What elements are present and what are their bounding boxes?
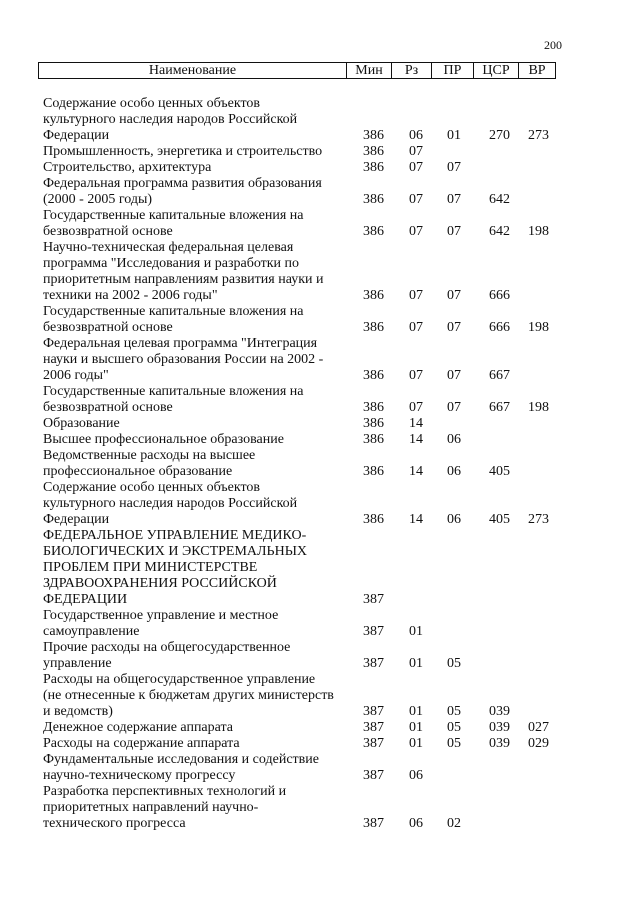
row-code-csr: 039	[489, 736, 510, 751]
row-code-min: 387	[363, 592, 384, 607]
row-name-line: (не отнесенные к бюджетам других министерств	[43, 688, 334, 703]
row-name	[43, 160, 343, 176]
row-name-line: науки и высшего образования России на 2002 -	[43, 352, 324, 367]
row-code-min: 387	[363, 624, 384, 639]
row-code-pr: 07	[447, 224, 461, 239]
row-code-pr: 06	[447, 432, 461, 447]
row-name-line: Расходы на содержание аппарата	[43, 736, 240, 751]
row-code-pr: 01	[447, 128, 461, 143]
row-code-min: 387	[363, 736, 384, 751]
table-header	[38, 62, 556, 79]
table-row	[0, 208, 640, 240]
row-code-csr: 666	[489, 320, 510, 335]
row-code-min: 386	[363, 368, 384, 383]
row-code-rz: 07	[409, 400, 423, 415]
row-code-csr: 039	[489, 704, 510, 719]
row-code-csr: 039	[489, 720, 510, 735]
row-name-line: безвозвратной основе	[43, 400, 173, 415]
row-code-vr: 198	[528, 224, 549, 239]
header-vr: ВР	[528, 63, 546, 78]
row-code-rz: 14	[409, 416, 423, 431]
row-code-rz: 01	[409, 720, 423, 735]
row-code-pr: 05	[447, 656, 461, 671]
table-row	[0, 144, 640, 160]
row-code-pr: 06	[447, 464, 461, 479]
row-code-pr: 07	[447, 192, 461, 207]
table-row	[0, 240, 640, 304]
row-name-line: ФЕДЕРАЦИИ	[43, 592, 128, 607]
row-code-pr: 05	[447, 736, 461, 751]
row-name-line: Государственные капитальные вложения на	[43, 304, 304, 319]
row-name-line: безвозвратной основе	[43, 224, 173, 239]
row-name-line: технического прогресса	[43, 816, 186, 831]
row-name-line: приоритетным направлениям развития науки и	[43, 272, 324, 287]
row-name	[43, 752, 343, 784]
row-code-min: 386	[363, 320, 384, 335]
row-code-vr: 027	[528, 720, 549, 735]
row-name-line: техники на 2002 - 2006 годы"	[43, 288, 218, 303]
row-code-rz: 07	[409, 368, 423, 383]
row-code-csr: 405	[489, 512, 510, 527]
header-csr: ЦСР	[474, 63, 519, 78]
row-code-rz: 07	[409, 224, 423, 239]
row-name-line: Государственные капитальные вложения на	[43, 384, 304, 399]
row-name-line: Государственное управление и местное	[43, 608, 279, 623]
table-row	[0, 448, 640, 480]
row-name-line: ЗДРАВООХРАНЕНИЯ РОССИЙСКОЙ	[43, 576, 277, 591]
row-code-rz: 01	[409, 704, 423, 719]
row-code-pr: 07	[447, 320, 461, 335]
table-row	[0, 736, 640, 752]
row-name-line: культурного наследия народов Российской	[43, 112, 298, 127]
row-name-line: Содержание особо ценных объектов	[43, 480, 261, 495]
table-row	[0, 160, 640, 176]
row-code-min: 386	[363, 512, 384, 527]
table-row	[0, 416, 640, 432]
row-name	[43, 448, 343, 480]
table-body	[0, 96, 640, 832]
row-code-min: 386	[363, 192, 384, 207]
row-code-csr: 405	[489, 464, 510, 479]
row-code-rz: 07	[409, 288, 423, 303]
row-name-line: Промышленность, энергетика и строительство	[43, 144, 323, 159]
table-row	[0, 720, 640, 736]
row-code-pr: 06	[447, 512, 461, 527]
row-name-line: Фундаментальные исследования и содействие	[43, 752, 319, 767]
row-code-min: 386	[363, 128, 384, 143]
row-name	[43, 528, 353, 608]
row-code-min: 387	[363, 704, 384, 719]
row-code-pr: 05	[447, 720, 461, 735]
row-code-vr: 198	[528, 320, 549, 335]
row-code-pr: 07	[447, 400, 461, 415]
row-name-line: (2000 - 2005 годы)	[43, 192, 153, 207]
row-code-min: 387	[363, 768, 384, 783]
row-name	[43, 640, 343, 672]
row-name	[43, 432, 343, 448]
table-row	[0, 640, 640, 672]
row-name-line: и ведомств)	[43, 704, 113, 719]
table-row	[0, 432, 640, 448]
row-code-min: 386	[363, 144, 384, 159]
row-name-line: ФЕДЕРАЛЬНОЕ УПРАВЛЕНИЕ МЕДИКО-	[43, 528, 307, 543]
row-name-line: Федерации	[43, 512, 110, 527]
header-min: Мин	[347, 63, 392, 78]
table-row	[0, 480, 640, 528]
page-number: 200	[544, 38, 562, 52]
row-code-rz: 07	[409, 144, 423, 159]
row-name	[43, 720, 343, 736]
row-code-vr: 198	[528, 400, 549, 415]
row-code-rz: 01	[409, 736, 423, 751]
row-code-min: 386	[363, 160, 384, 175]
row-code-min: 386	[363, 416, 384, 431]
row-name	[43, 416, 343, 432]
row-name	[43, 736, 343, 752]
row-code-rz: 06	[409, 816, 423, 831]
row-name	[43, 784, 343, 832]
row-name-line: программа "Исследования и разработки по	[43, 256, 300, 271]
table-row	[0, 672, 640, 720]
row-code-min: 386	[363, 400, 384, 415]
row-name	[43, 608, 343, 640]
row-code-rz: 07	[409, 160, 423, 175]
row-name-line: Денежное содержание аппарата	[43, 720, 234, 735]
row-name	[43, 144, 343, 160]
row-name-line: Федеральная программа развития образования	[43, 176, 322, 191]
row-name-line: самоуправление	[43, 624, 140, 639]
row-code-min: 386	[363, 288, 384, 303]
row-code-pr: 07	[447, 368, 461, 383]
row-code-csr: 666	[489, 288, 510, 303]
header-rz: Рз	[392, 63, 432, 78]
row-name-line: профессиональное образование	[43, 464, 233, 479]
row-code-rz: 14	[409, 464, 423, 479]
row-code-rz: 01	[409, 624, 423, 639]
row-name	[43, 96, 343, 144]
table-row	[0, 752, 640, 784]
header-pr: ПР	[432, 63, 474, 78]
table-row	[0, 608, 640, 640]
row-code-csr: 270	[489, 128, 510, 143]
row-code-rz: 07	[409, 320, 423, 335]
row-code-pr: 07	[447, 288, 461, 303]
row-code-csr: 642	[489, 192, 510, 207]
table-row	[0, 304, 640, 336]
table-row	[0, 176, 640, 208]
table-row	[0, 528, 640, 608]
row-code-rz: 14	[409, 432, 423, 447]
row-name-line: Строительство, архитектура	[43, 160, 212, 175]
row-code-csr: 642	[489, 224, 510, 239]
row-code-csr: 667	[489, 368, 510, 383]
row-name	[43, 384, 343, 416]
row-name-line: Образование	[43, 416, 120, 431]
row-name-line: 2006 годы"	[43, 368, 109, 383]
row-name-line: Ведомственные расходы на высшее	[43, 448, 256, 463]
row-name-line: Прочие расходы на общегосударственное	[43, 640, 291, 655]
row-code-min: 386	[363, 432, 384, 447]
row-name-line: Расходы на общегосударственное управление	[43, 672, 316, 687]
row-name	[43, 480, 343, 528]
row-code-min: 386	[363, 224, 384, 239]
row-name-line: Государственные капитальные вложения на	[43, 208, 304, 223]
row-code-min: 387	[363, 656, 384, 671]
row-name-line: безвозвратной основе	[43, 320, 173, 335]
row-name-line: Разработка перспективных технологий и	[43, 784, 287, 799]
table-row	[0, 384, 640, 416]
row-code-rz: 06	[409, 128, 423, 143]
row-code-pr: 05	[447, 704, 461, 719]
row-code-min: 387	[363, 720, 384, 735]
row-name-line: ПРОБЛЕМ ПРИ МИНИСТЕРСТВЕ	[43, 560, 258, 575]
row-name-line: научно-техническому прогрессу	[43, 768, 236, 783]
row-code-pr: 02	[447, 816, 461, 831]
row-name	[43, 208, 343, 240]
row-name-line: управление	[43, 656, 112, 671]
row-name-line: культурного наследия народов Российской	[43, 496, 298, 511]
table-row	[0, 784, 640, 832]
row-name	[43, 304, 343, 336]
table-row	[0, 96, 640, 144]
row-code-pr: 07	[447, 160, 461, 175]
header-name: Наименование	[39, 63, 347, 78]
row-name	[43, 336, 343, 384]
row-name-line: приоритетных направлений научно-	[43, 800, 259, 815]
row-code-vr: 273	[528, 128, 549, 143]
row-code-min: 387	[363, 816, 384, 831]
row-name-line: Федеральная целевая программа "Интеграция	[43, 336, 318, 351]
table-row	[0, 336, 640, 384]
row-name-line: Содержание особо ценных объектов	[43, 96, 261, 111]
row-code-vr: 273	[528, 512, 549, 527]
row-name	[43, 240, 343, 304]
row-name-line: БИОЛОГИЧЕСКИХ И ЭКСТРЕМАЛЬНЫХ	[43, 544, 308, 559]
row-code-rz: 06	[409, 768, 423, 783]
row-code-csr: 667	[489, 400, 510, 415]
row-code-min: 386	[363, 464, 384, 479]
row-code-vr: 029	[528, 736, 549, 751]
row-name	[43, 672, 343, 720]
row-code-rz: 01	[409, 656, 423, 671]
row-name-line: Высшее профессиональное образование	[43, 432, 284, 447]
row-name-line: Научно-техническая федеральная целевая	[43, 240, 294, 255]
row-code-rz: 07	[409, 192, 423, 207]
row-name-line: Федерации	[43, 128, 110, 143]
row-name	[43, 176, 343, 208]
row-code-rz: 14	[409, 512, 423, 527]
